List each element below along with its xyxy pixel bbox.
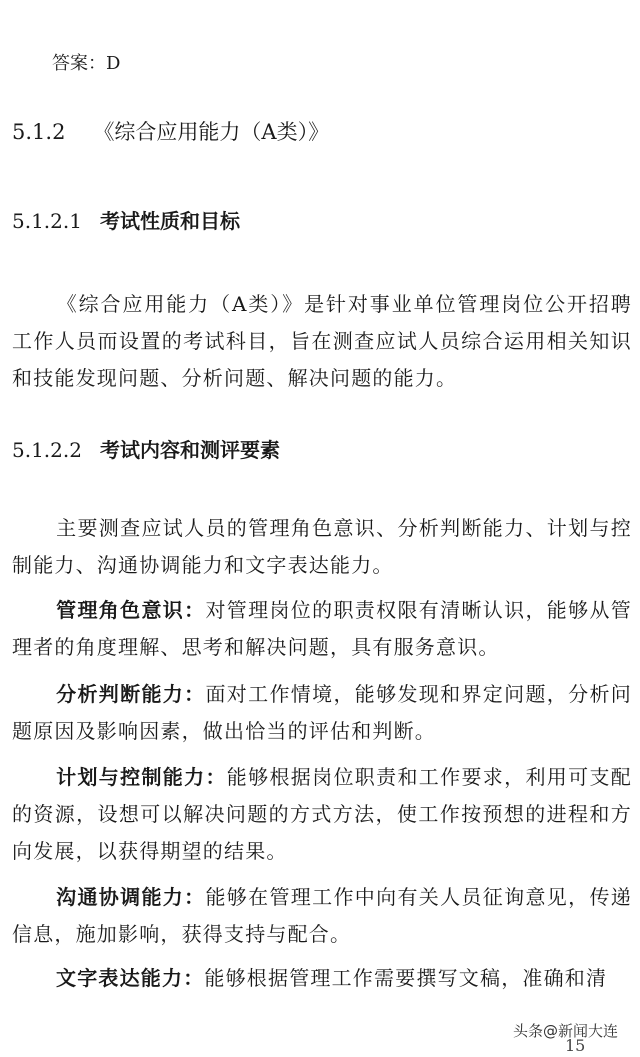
paragraph-text: 主要测查应试人员的管理角色意识、分析判断能力、计划与控制能力、沟通协调能力和文字表达能力。 (12, 516, 632, 577)
item-term: 文字表达能力： (56, 966, 205, 990)
item-planning-control (12, 759, 632, 870)
section-number: 5.1.2.2 (12, 438, 82, 462)
item-text: 面对工作情境，能够发现和界定问题，分析问题原因及影响因素，做出恰当的评估和判断。 (12, 682, 632, 743)
section-heading-5-1-2 (12, 120, 329, 144)
paragraph-exam-content (12, 510, 632, 584)
item-text: 对管理岗位的职责权限有清晰认识，能够从管理者的角度理解、思考和解决问题，具有服务意识。 (12, 598, 632, 659)
item-communication (12, 879, 632, 953)
item-analysis-judgment (12, 676, 632, 750)
section-heading-5-1-2-1 (12, 209, 240, 233)
paragraph-exam-nature (12, 286, 632, 397)
section-number: 5.1.2 (12, 120, 66, 144)
watermark-text: 头条@新闻大连 (512, 1022, 618, 1040)
section-heading-5-1-2-2 (12, 438, 280, 462)
item-text: 能够根据管理工作需要撰写文稿，准确和清 (204, 966, 608, 990)
section-title: 《综合应用能力（A类）》 (93, 120, 330, 144)
section-number: 5.1.2.1 (12, 209, 82, 233)
item-written-expression (12, 960, 632, 997)
item-term: 分析判断能力： (56, 682, 206, 706)
section-title: 考试内容和测评要素 (99, 438, 280, 462)
section-title: 考试性质和目标 (99, 209, 240, 233)
item-management-role (12, 592, 632, 666)
item-term: 沟通协调能力： (56, 885, 206, 909)
page-number: 15 (565, 1036, 586, 1055)
item-text: 能够根据岗位职责和工作要求，利用可支配的资源，设想可以解决问题的方式方法，使工作按预想的进程和方向发展，以获得期望的结果。 (12, 765, 632, 863)
item-term: 管理角色意识： (56, 598, 206, 622)
paragraph-text: 《综合应用能力（A类）》是针对事业单位管理岗位公开招聘工作人员而设置的考试科目，旨在测查应试人员综合运用相关知识和技能发现问题、分析问题、解决问题的能力。 (12, 292, 632, 390)
watermark (513, 1020, 618, 1041)
item-text: 能够在管理工作中向有关人员征询意见，传递信息，施加影响，获得支持与配合。 (12, 885, 632, 946)
answer-line: 答案：D (52, 53, 121, 74)
item-term: 计划与控制能力： (56, 765, 227, 789)
